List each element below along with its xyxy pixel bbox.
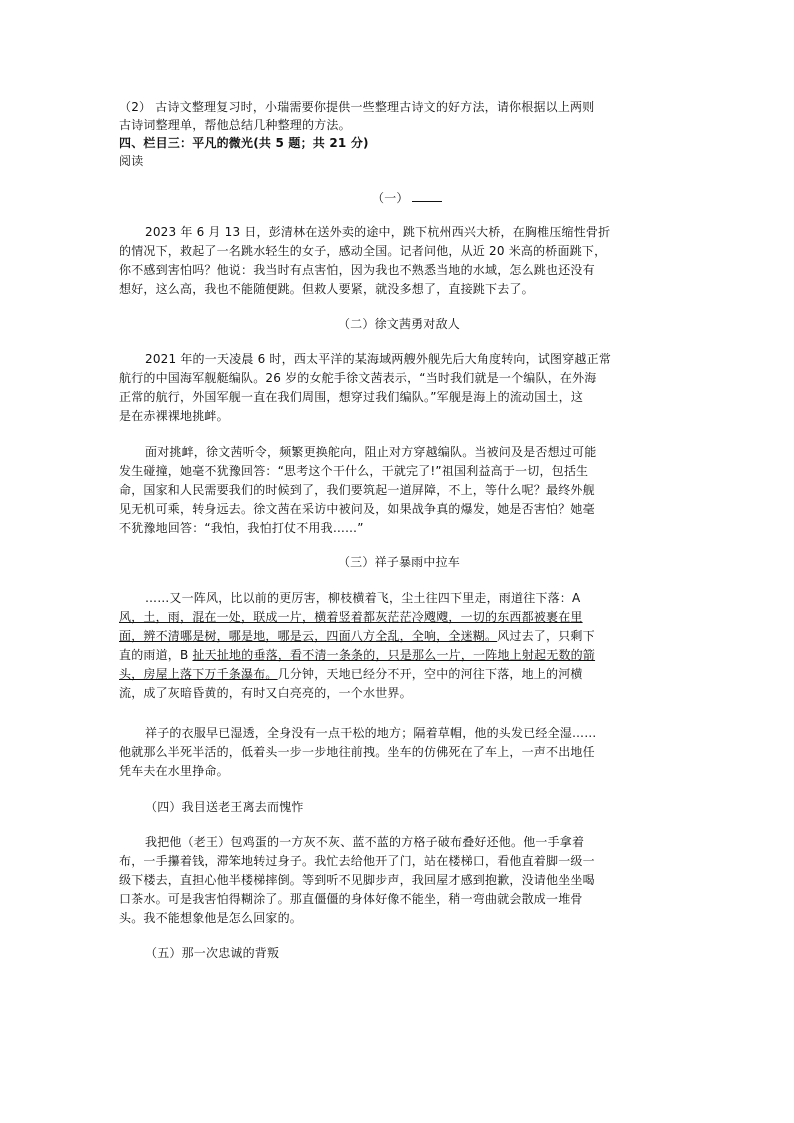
- part2-para2-line-1: 面对挑衅，徐文茜听令，频繁更换舵向，阻止对方穿越编队。当被问及是否想过可能: [145, 445, 597, 459]
- part3-title: （三）祥子暴雨中拉车: [337, 555, 460, 569]
- sentence-b-underline-end: 头，房屋上落下万千条瀑布。: [119, 667, 278, 681]
- part2-para1-line-4: 是在赤裸裸地挑衅。: [119, 409, 229, 423]
- part4-line-3: 级下楼去，直担心他半楼梯摔倒。等到听不见脚步声，我回屋才感到抱歉，没请他坐坐喝: [119, 873, 595, 887]
- part3-para2-line-1: 祥子的衣服早已湿透，全身没有一点干松的地方；隔着草帽，他的头发已经全湿……: [145, 726, 597, 740]
- part2-title: （二）徐文茜勇对敌人: [337, 317, 460, 331]
- part2-para2-line-2: 发生碰撞，她毫不犹豫回答：“思考这个干什么，干就完了!”祖国利益高于一切，包括生: [119, 464, 589, 478]
- question-2-line-2: 古诗词整理单，帮他总结几种整理的方法。: [119, 118, 351, 132]
- section-heading: 四、栏目三：平凡的微光(共 5 题；共 21 分): [119, 136, 369, 150]
- part3-para1-line-3-rest: 风过去了，只剩下: [497, 629, 595, 643]
- read-label: 阅读: [119, 154, 144, 168]
- part2-para1-line-3: 正常的航行，外国军舰一直在我们周围，想穿过我们编队。”军舰是海上的流动国土，这: [119, 390, 584, 404]
- part1-line-1: 2023 年 6 月 13 日，彭清林在送外卖的途中，跳下杭州西兴大桥，在胸椎压缩性骨折: [145, 225, 611, 239]
- part4-line-2: 布，一手攥着钱，滞笨地转过身子。我忙去给他开了门，站在楼梯口，看他直着脚一级一: [119, 854, 595, 868]
- part4-line-4: 口茶水。可是我害怕得糊涂了。那直僵僵的身体好像不能坐，稍一弯曲就会散成一堆骨: [119, 892, 583, 906]
- part3-para2-line-2: 他就那么半死半活的，低着头一步一步地往前拽。坐车的仿佛死在了车上，一声不出地任: [119, 745, 595, 759]
- part2-para2-line-3: 命，国家和人民需要我们的时候到了，我们要筑起一道屏障，不上，等什么呢？最终外舰: [119, 483, 595, 497]
- sentence-b-underline: 扯天扯地的垂落，看不清一条条的，只是那么一片，一阵地上射起无数的箭: [192, 648, 596, 662]
- part4-line-1: 我把他（老王）包鸡蛋的一方灰不灰、蓝不蓝的方格子破布叠好还他。他一手拿着: [145, 835, 585, 849]
- part5-title: （五）那一次忠诚的背叛: [145, 946, 280, 960]
- part4-title: （四）我目送老王离去而愧怍: [145, 800, 304, 814]
- part1-title: [372, 187, 442, 209]
- part1-title-blank: [412, 188, 442, 202]
- part2-para1-line-2: 航行的中国海军舰艇编队。26 岁的女舵手徐文茜表示，“当时我们就是一个编队，在外海: [119, 371, 597, 385]
- part4-line-5: 头。我不能想象他是怎么回家的。: [119, 911, 303, 925]
- question-2-line-1: （2） 古诗文整理复习时，小瑞需要你提供一些整理古诗文的好方法，请你根据以上两则: [119, 100, 595, 114]
- part2-para2-line-4: 见无机可乘，转身远去。徐文茜在采访中被问及，如果战争真的爆发，她是否害怕？她毫: [119, 502, 595, 516]
- part3-para1-line-2: 风，土，雨，混在一处，联成一片，横着竖着都灰茫茫冷飕飕，一切的东西都被裹在里: [119, 610, 583, 624]
- part1-line-4: 想好，这么高，我也不能随便跳。但救人要紧，就没多想了，直接跳下去了。: [119, 282, 534, 296]
- part3-para2-line-3: 凭车夫在水里挣命。: [119, 764, 229, 778]
- sentence-a-underline: 面，辨不清哪是树，哪是地，哪是云，四面八方全乱，全响，全迷糊。: [119, 629, 498, 643]
- part1-line-3: 你不感到害怕吗？他说：我当时有点害怕，因为我也不熟悉当地的水域，怎么跳也还没有: [119, 263, 595, 277]
- part2-para1-line-1: 2021 年的一天凌晨 6 时，西太平洋的某海域两艘外舰先后大角度转向，试图穿越正常: [145, 352, 612, 366]
- part3-para1-line-6: 流，成了灰暗昏黄的，有时又白亮亮的，一个水世界。: [119, 686, 412, 700]
- part3-para1-line-1: ……又一阵风，比以前的更厉害，柳枝横着飞，尘土往四下里走，雨道往下落：A: [145, 591, 581, 605]
- part1-line-2: 的情况下，救起了一名跳水轻生的女子，感动全国。记者问他，从近 20 米高的桥面跳下，: [119, 244, 607, 258]
- part2-para2-line-5: 不犹豫地回答：“我怕，我怕打仗不用我……”: [119, 521, 364, 535]
- part3-para1-line-5-rest: 几分钟，天地已经分不开，空中的河往下落，地上的河横: [277, 667, 583, 681]
- part1-title-text: （一）: [372, 191, 409, 205]
- part3-para1-line-4-lead: 直的雨道，B: [119, 648, 193, 662]
